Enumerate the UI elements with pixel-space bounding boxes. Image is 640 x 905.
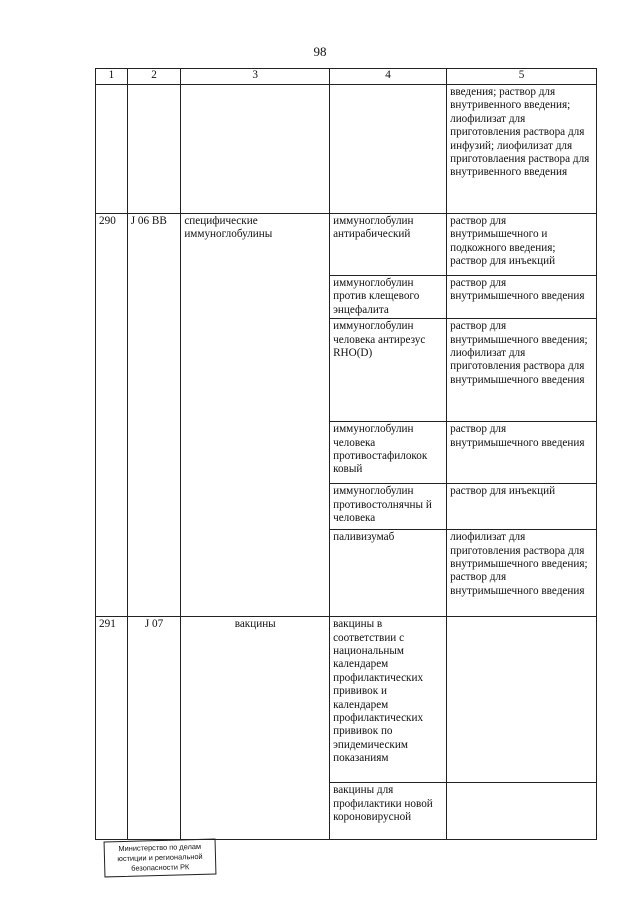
registration-stamp — [104, 839, 217, 878]
column-header-3: 3 — [181, 69, 330, 85]
column-header-5: 5 — [447, 69, 597, 85]
dosage-form-cell — [447, 783, 597, 840]
dosage-form-cell: введения; раствор для внутривенного введения; лиофилизат для приготовления раствора для инфузий; лиофилизат для приготовлаения раствора для внутривенного введения — [447, 85, 597, 214]
row-number-cell: 291 — [96, 617, 128, 840]
medicines-table — [95, 68, 597, 840]
dosage-form-cell: раствор для внутримышечного введения — [447, 422, 597, 484]
drug-name-cell: иммуноглобулин антирабический — [330, 214, 447, 276]
header-row — [96, 69, 597, 85]
table-row — [96, 617, 597, 783]
table-row — [96, 85, 597, 214]
row-number-cell: 290 — [96, 214, 128, 617]
stamp-line: Министерство по делам — [118, 841, 202, 854]
group-name-cell: вакцины — [181, 617, 330, 840]
drug-name-cell: вакцины в соответствии с национальным календарем профилактических прививок и календарем профилактических прививок по эпидемическим показаниям — [330, 617, 447, 783]
column-header-1: 1 — [96, 69, 128, 85]
drug-name-cell: иммуноглобулин человека противостафилокок ковый — [330, 422, 447, 484]
group-name-cell: специфические иммуноглобулины — [181, 214, 330, 617]
table-row — [96, 214, 597, 276]
stamp-line: безопасности РК — [131, 862, 190, 873]
drug-name-cell: вакцины для профилактики новой короновирусной — [330, 783, 447, 840]
atc-code-cell: J 07 — [127, 617, 181, 840]
column-header-4: 4 — [330, 69, 447, 85]
drug-name-cell: иммуноглобулин противостолнячны й человека — [330, 484, 447, 530]
atc-code-cell: J 06 BB — [127, 214, 181, 617]
column-header-2: 2 — [127, 69, 181, 85]
dosage-form-cell: лиофилизат для приготовления раствора для внутримышечного введения; раствор для внутримышечного введения — [447, 530, 597, 617]
stamp-line: юстиции и региональной — [117, 851, 203, 864]
drug-name-cell: паливизумаб — [330, 530, 447, 617]
dosage-form-cell: раствор для внутримышечного введения — [447, 276, 597, 319]
drug-name-cell: иммуноглобулин против клещевого энцефалита — [330, 276, 447, 319]
dosage-form-cell: раствор для инъекций — [447, 484, 597, 530]
drug-name-cell: иммуноглобулин человека антирезус RHO(D) — [330, 319, 447, 422]
dosage-form-cell: раствор для внутримышечного и подкожного введения; раствор для инъекций — [447, 214, 597, 276]
dosage-form-cell: раствор для внутримышечного введения; лиофилизат для приготовления раствора для внутримышечного введения — [447, 319, 597, 422]
dosage-form-cell — [447, 617, 597, 783]
page-number: 98 — [313, 44, 327, 59]
